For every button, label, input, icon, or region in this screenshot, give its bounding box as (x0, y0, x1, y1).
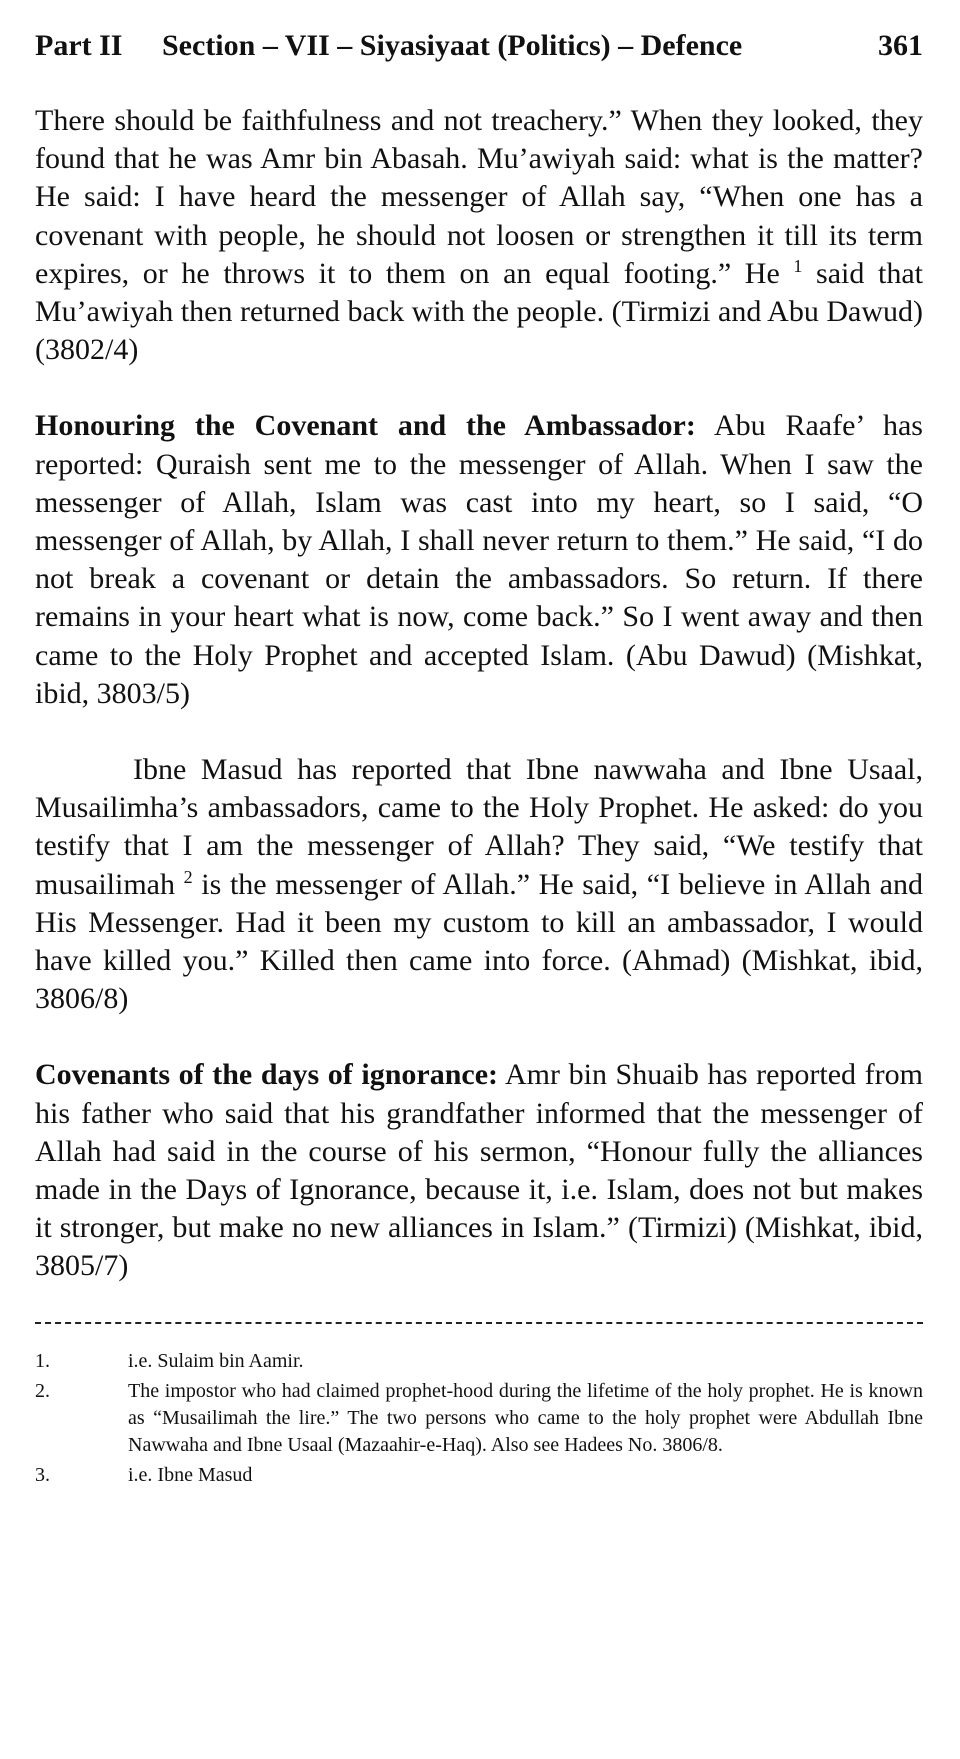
body-text (35, 102, 923, 1286)
footnote (35, 1378, 923, 1459)
paragraph-2-heading: Honouring the Covenant and the Ambassador: (35, 409, 696, 443)
paragraph-1-text-a: There should be faithfulness and not treachery.” When they looked, they found that he was Amr bin Abasah. Mu’awiyah said: what is the matter? He said: I have heard the messenger of Allah say, “When one has a covenant with people, he should not loosen or strengthen it till its term expires, or he throws it to them on an equal footing.” He (35, 104, 923, 290)
footnote-ref-2: 2 (183, 866, 193, 887)
footnote-separator (35, 1322, 923, 1324)
paragraph-3 (35, 751, 923, 1018)
paragraph-4 (35, 1056, 923, 1285)
footnote-text: i.e. Ibne Masud (128, 1464, 253, 1486)
paragraph-3-text-b: is the messenger of Allah.” He said, “I believe in Allah and His Messenger. Had it been my custom to kill an ambassador, I would have killed you.” Killed then came into force. (Ahmad) (Mishkat, ibid, 3806/8) (35, 867, 923, 1016)
paragraph-1-text-b: said that Mu’awiyah then returned back with the people. (Tirmizi and Abu Dawud) (3802/4) (35, 256, 923, 367)
footnote-text: i.e. Sulaim bin Aamir. (128, 1350, 304, 1372)
footnote-number: 3. (35, 1464, 50, 1486)
footnote-text: The impostor who had claimed prophet-hood during the lifetime of the holy prophet. He is known as “Musailimah the lire.” The two persons who came to the holy prophet were Abdullah Ibne Nawwaha and Ibne Usaal (Mazaahir-e-Haq). Also see Hadees No. 3806/8. (128, 1380, 923, 1456)
page-number: 361 (878, 29, 923, 62)
paragraph-1 (35, 102, 923, 369)
running-header (35, 26, 923, 66)
paragraph-2-text: Abu Raafe’ has reported: Quraish sent me to the messenger of Allah. When I saw the messenger of Allah, Islam was cast into my heart, so I said, “O messenger of Allah, by Allah, I shall never return to them.” He said, “I do not break a covenant or detain the ambassadors. So return. If there remains in your heart what is now, come back.” So I went away and then came to the Holy Prophet and accepted Islam. (Abu Dawud) (Mishkat, ibid, 3803/5) (35, 409, 923, 710)
header-section-title: Section – VII – Siyasiyaat (Politics) – Defence (162, 29, 743, 62)
footnote-ref-1: 1 (793, 255, 803, 276)
footnote (35, 1348, 923, 1375)
header-part: Part II (35, 29, 123, 62)
footnotes (35, 1348, 923, 1492)
footnote-number: 1. (35, 1350, 50, 1372)
paragraph-4-text: Amr bin Shuaib has reported from his father who said that his grandfather informed that the messenger of Allah had said in the course of his sermon, “Honour fully the alliances made in the Days of Ignorance, because it, i.e. Islam, does not but makes it stronger, but make no new alliances in Islam.” (Tirmizi) (Mishkat, ibid, 3805/7) (35, 1058, 923, 1283)
paragraph-2 (35, 407, 923, 713)
footnote (35, 1462, 923, 1489)
footnote-number: 2. (35, 1380, 50, 1402)
paragraph-3-text-a: Ibne Masud has reported that Ibne nawwaha and Ibne Usaal, Musailimha’s ambassadors, came to the Holy Prophet. He asked: do you testify that I am the messenger of Allah? They said, “We testify that musailimah (35, 753, 923, 901)
paragraph-4-heading: Covenants of the days of ignorance: (35, 1058, 499, 1092)
